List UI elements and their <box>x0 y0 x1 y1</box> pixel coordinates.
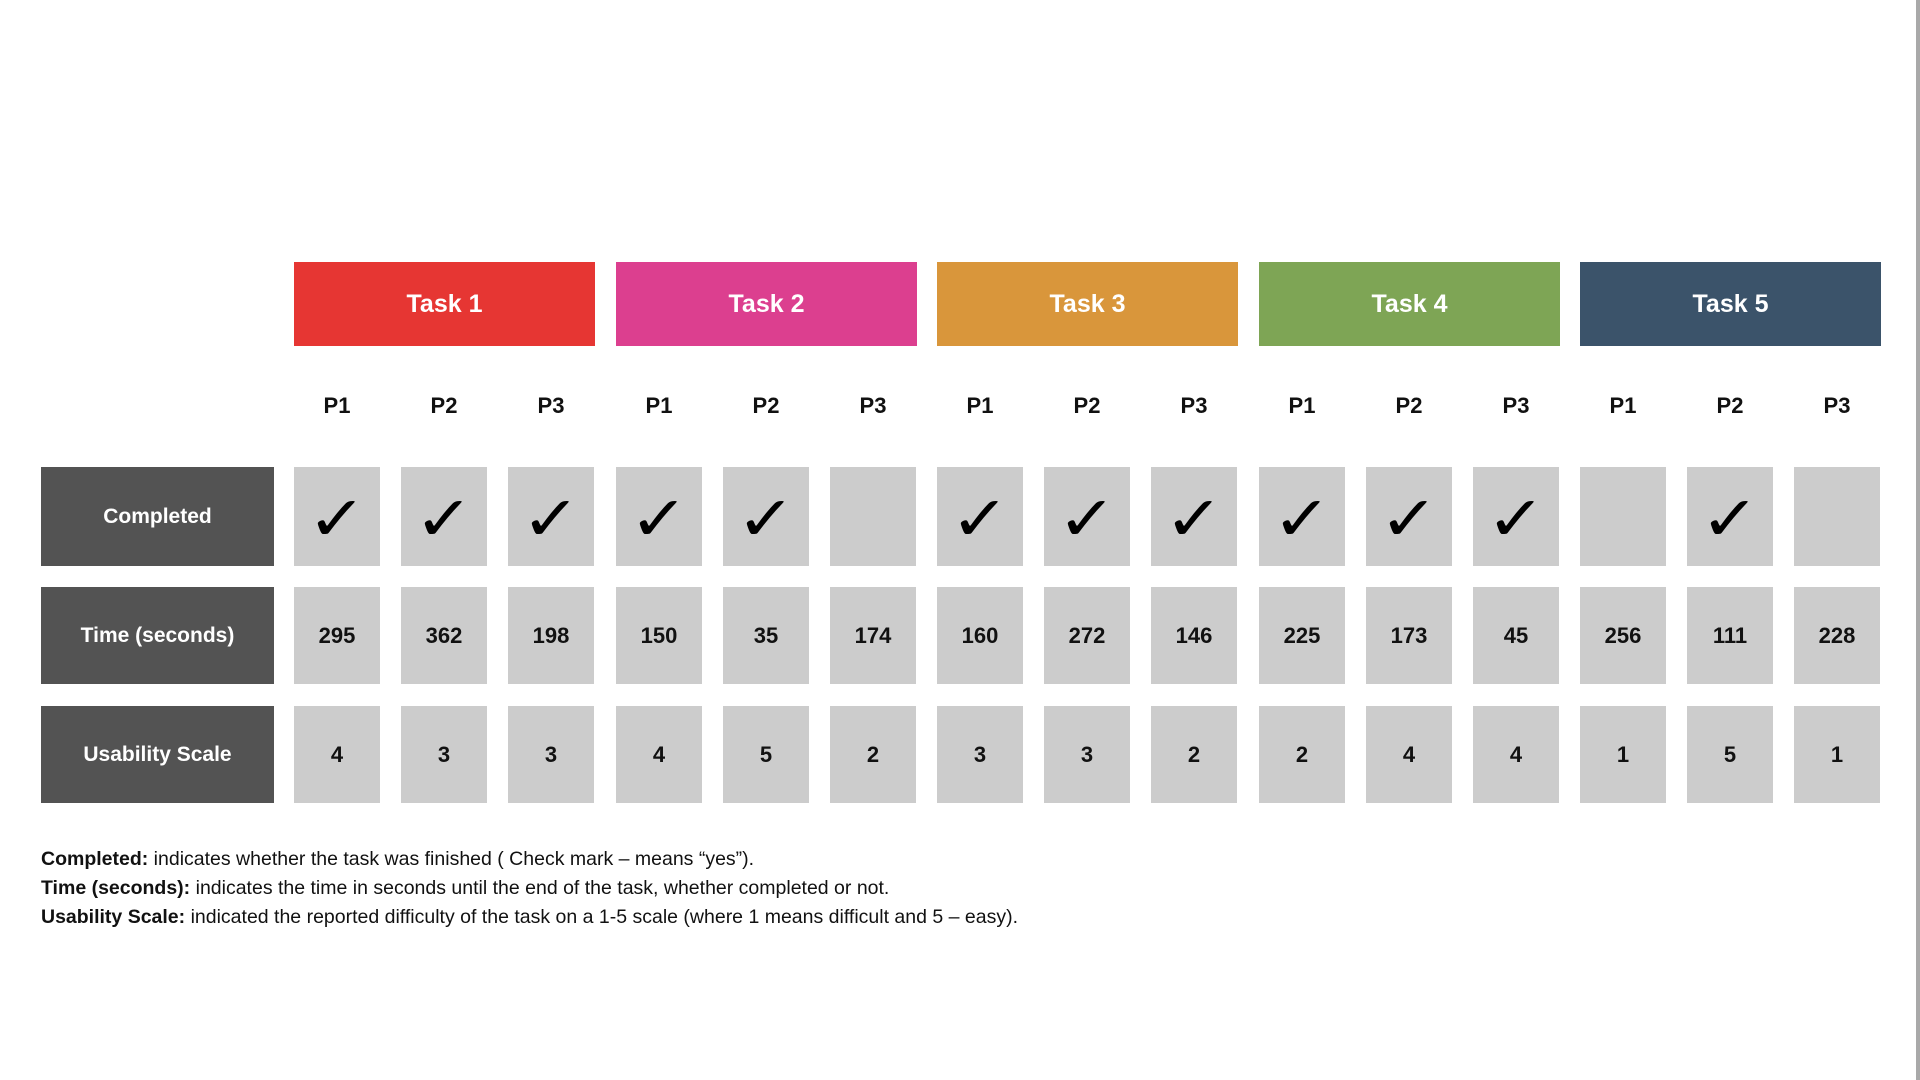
check-mark-icon: ✓ <box>521 481 581 555</box>
task-header-4: Task 4 <box>1259 262 1560 346</box>
participant-label: P2 <box>752 393 780 418</box>
participant-label: P3 <box>1823 393 1851 418</box>
usability-cell: 4 <box>1473 706 1559 803</box>
legend-text: indicates the time in seconds until the end of the task, whether completed or not. <box>190 877 890 899</box>
usability-cell: 2 <box>1151 706 1237 803</box>
check-mark-icon: ✓ <box>1057 481 1117 555</box>
completed-cell <box>723 467 809 566</box>
time-cell: 173 <box>1366 587 1452 684</box>
completed-cell <box>1794 467 1880 566</box>
usability-cell: 3 <box>508 706 594 803</box>
legend-line-time <box>41 874 1018 903</box>
participant-label: P3 <box>537 393 565 418</box>
participant-label: P2 <box>1073 393 1101 418</box>
legend-notes <box>41 845 1018 932</box>
completed-cell <box>1259 467 1345 566</box>
legend-line-completed <box>41 845 1018 874</box>
time-cell: 150 <box>616 587 702 684</box>
completed-cell <box>937 467 1023 566</box>
usability-cell: 1 <box>1794 706 1880 803</box>
usability-cell: 4 <box>294 706 380 803</box>
time-cell: 362 <box>401 587 487 684</box>
legend-text: indicated the reported difficulty of the task on a 1-5 scale (where 1 means difficult and 5 – easy). <box>185 906 1018 928</box>
check-mark-icon: ✓ <box>1379 481 1439 555</box>
row-label-usability: Usability Scale <box>41 706 274 803</box>
check-mark-icon: ✓ <box>629 481 689 555</box>
participant-label: P1 <box>966 393 994 418</box>
usability-cell: 5 <box>1687 706 1773 803</box>
usability-cell: 3 <box>401 706 487 803</box>
participant-label: P3 <box>859 393 887 418</box>
completed-cell <box>1366 467 1452 566</box>
usability-cell: 2 <box>830 706 916 803</box>
completed-cell <box>1044 467 1130 566</box>
task-header-1: Task 1 <box>294 262 595 346</box>
time-cell: 111 <box>1687 587 1773 684</box>
usability-cell: 3 <box>937 706 1023 803</box>
participant-label: P1 <box>1609 393 1637 418</box>
time-cell: 35 <box>723 587 809 684</box>
time-cell: 295 <box>294 587 380 684</box>
completed-cell <box>401 467 487 566</box>
check-mark-icon: ✓ <box>1164 481 1224 555</box>
usability-cell: 4 <box>1366 706 1452 803</box>
task-header-3: Task 3 <box>937 262 1238 346</box>
usability-cell: 1 <box>1580 706 1666 803</box>
check-mark-icon: ✓ <box>1486 481 1546 555</box>
row-label-time: Time (seconds) <box>41 587 274 684</box>
time-cell: 272 <box>1044 587 1130 684</box>
completed-cell <box>508 467 594 566</box>
time-cell: 225 <box>1259 587 1345 684</box>
time-cell: 256 <box>1580 587 1666 684</box>
participant-label: P2 <box>1395 393 1423 418</box>
usability-cell: 4 <box>616 706 702 803</box>
participant-label: P3 <box>1180 393 1208 418</box>
check-mark-icon: ✓ <box>307 481 367 555</box>
legend-line-usability <box>41 903 1018 932</box>
check-mark-icon: ✓ <box>1272 481 1332 555</box>
time-cell: 198 <box>508 587 594 684</box>
completed-cell <box>1687 467 1773 566</box>
check-mark-icon: ✓ <box>950 481 1010 555</box>
usability-cell: 5 <box>723 706 809 803</box>
usability-cell: 3 <box>1044 706 1130 803</box>
usability-cell: 2 <box>1259 706 1345 803</box>
task-header-2: Task 2 <box>616 262 917 346</box>
check-mark-icon: ✓ <box>1700 481 1760 555</box>
participant-label: P2 <box>1716 393 1744 418</box>
check-mark-icon: ✓ <box>414 481 474 555</box>
right-edge-divider <box>1916 0 1920 1080</box>
participant-label: P1 <box>645 393 673 418</box>
completed-cell <box>1580 467 1666 566</box>
check-mark-icon: ✓ <box>736 481 796 555</box>
legend-term: Completed: <box>41 848 149 870</box>
participant-label: P2 <box>430 393 458 418</box>
completed-cell <box>1151 467 1237 566</box>
participant-label: P1 <box>1288 393 1316 418</box>
time-cell: 228 <box>1794 587 1880 684</box>
participant-label: P1 <box>323 393 351 418</box>
time-cell: 174 <box>830 587 916 684</box>
time-cell: 45 <box>1473 587 1559 684</box>
completed-cell <box>1473 467 1559 566</box>
legend-term: Usability Scale: <box>41 906 186 928</box>
completed-cell <box>830 467 916 566</box>
completed-cell <box>294 467 380 566</box>
legend-term: Time (seconds): <box>41 877 191 899</box>
completed-cell <box>616 467 702 566</box>
time-cell: 160 <box>937 587 1023 684</box>
task-header-5: Task 5 <box>1580 262 1881 346</box>
row-label-completed: Completed <box>41 467 274 566</box>
participant-label: P3 <box>1502 393 1530 418</box>
legend-text: indicates whether the task was finished ( Check mark – means “yes”). <box>148 848 755 870</box>
time-cell: 146 <box>1151 587 1237 684</box>
